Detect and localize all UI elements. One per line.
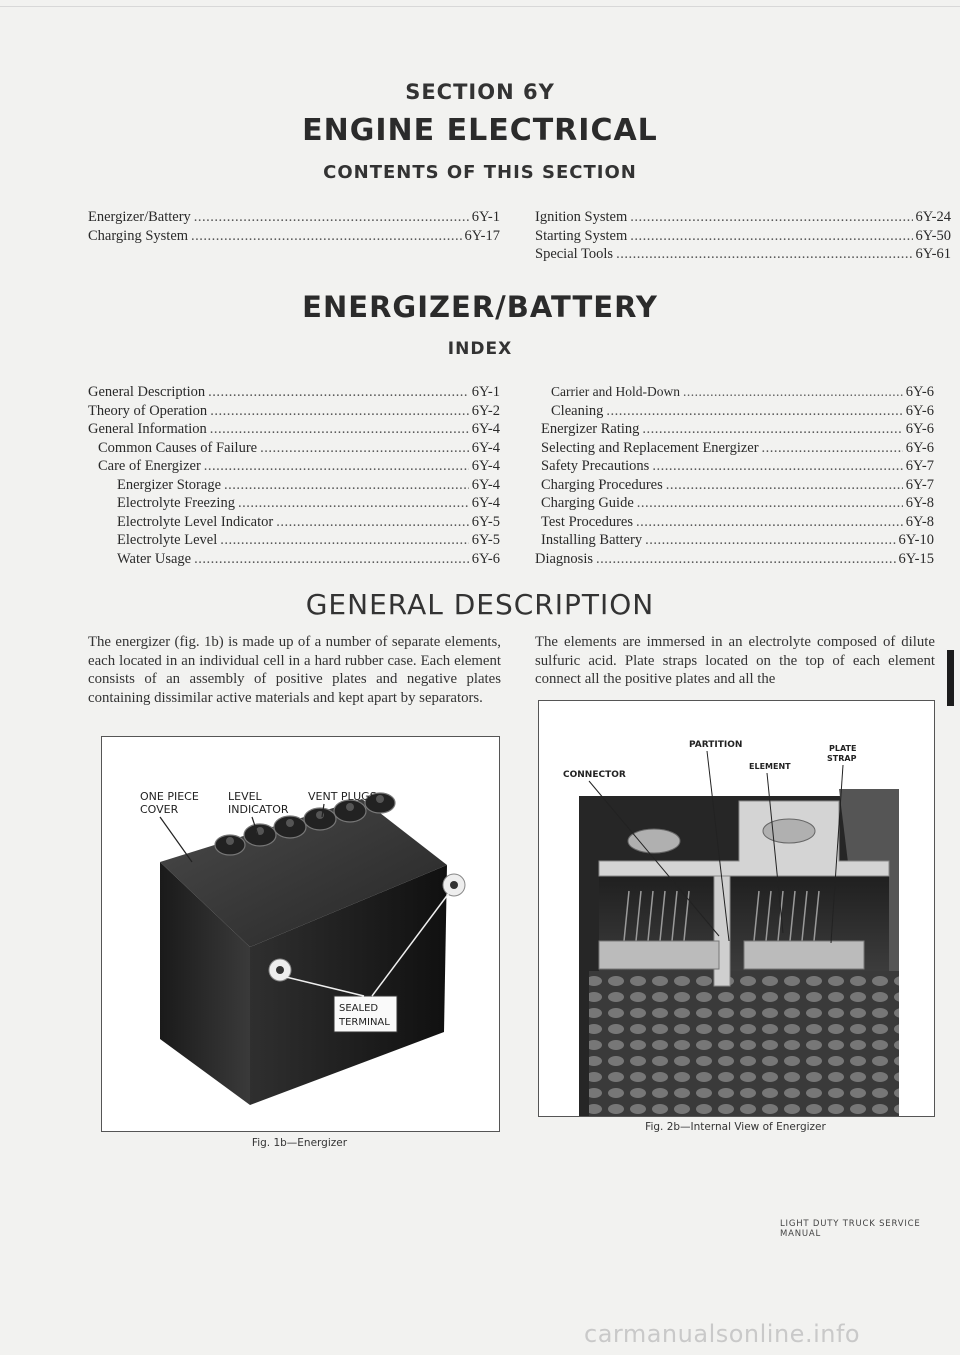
index-entry[interactable]: Energizer Storage ..... 6Y-4 — [88, 476, 500, 495]
index-entry[interactable]: Common Causes of Failure ..... 6Y-4 — [88, 439, 500, 458]
internal-view-illustration — [539, 701, 934, 1116]
index-entry[interactable]: Theory of Operation ..... 6Y-2 — [88, 402, 500, 421]
plate-strap-right — [744, 941, 864, 969]
index-left — [88, 383, 500, 568]
label-level: LEVEL — [228, 790, 262, 803]
body-paragraph-left: The energizer (fig. 1b) is made up of a number of separate elements, each located in an individual cell in a hard rubber case. Each element consists of an assembly of positive plates and negative plates containing dissimilar active materials and kept apart by separators. — [88, 634, 501, 706]
index-entry[interactable]: Cleaning ..... 6Y-6 — [535, 402, 934, 421]
label-connector: CONNECTOR — [563, 770, 626, 780]
top-rule — [0, 6, 960, 7]
index-entry[interactable]: Electrolyte Freezing ..... 6Y-4 — [88, 494, 500, 513]
battery-illustration — [102, 737, 499, 1131]
index-entry[interactable]: Electrolyte Level ..... 6Y-5 — [88, 531, 500, 550]
body-paragraph-right: The elements are immersed in an electrolyte composed of dilute sulfuric acid. Plate straps located on the top of each element connect all the positive plates and all the — [535, 634, 935, 687]
index-entry[interactable]: General Description ..... 6Y-1 — [88, 383, 500, 402]
label-cover: COVER — [140, 803, 179, 816]
toc-entry[interactable]: Charging System ..... 6Y-17 — [88, 227, 500, 246]
leader-cover — [160, 817, 192, 862]
toc-entry[interactable]: Ignition System ..... 6Y-24 — [535, 208, 951, 227]
vent-well-right — [763, 819, 815, 843]
figure-internal-view — [538, 700, 935, 1117]
index-entry[interactable]: Test Procedures ..... 6Y-8 — [535, 513, 934, 532]
label-plate: PLATE — [829, 744, 857, 753]
label-partition: PARTITION — [689, 740, 743, 750]
index-entry[interactable]: Carrier and Hold-Down ..... 6Y-6 — [535, 383, 934, 402]
watermark[interactable]: carmanualsonline.info — [584, 1320, 861, 1348]
index-entry[interactable]: Installing Battery ..... 6Y-10 — [535, 531, 934, 550]
label-sealed: SEALED — [339, 1003, 379, 1014]
index-entry[interactable]: Diagnosis ..... 6Y-15 — [535, 550, 934, 569]
edge-mark — [947, 650, 954, 706]
index-heading: INDEX — [447, 339, 513, 359]
index-entry[interactable]: Care of Energizer ..... 6Y-4 — [88, 457, 500, 476]
section-number: SECTION 6Y — [405, 80, 555, 104]
vent-well-left — [628, 829, 680, 853]
index-entry[interactable]: Charging Guide ..... 6Y-8 — [535, 494, 934, 513]
cell-plates — [589, 971, 899, 1116]
index-right — [535, 383, 934, 568]
section-title: ENGINE ELECTRICAL — [302, 113, 658, 148]
index-entry[interactable]: Electrolyte Level Indicator ..... 6Y-5 — [88, 513, 500, 532]
figure-energizer — [101, 736, 500, 1132]
general-description-heading: GENERAL DESCRIPTION — [305, 588, 655, 621]
figure-2b-caption: Fig. 2b—Internal View of Energizer — [645, 1121, 826, 1133]
plate-strap-left — [599, 941, 719, 969]
contents-left — [88, 208, 500, 245]
label-terminal: TERMINAL — [339, 1017, 390, 1028]
index-entry[interactable]: General Information ..... 6Y-4 — [88, 420, 500, 439]
subsection-title: ENERGIZER/BATTERY — [302, 290, 658, 324]
label-indicator: INDICATOR — [228, 803, 289, 816]
index-entry[interactable]: Energizer Rating ..... 6Y-6 — [535, 420, 934, 439]
index-entry[interactable]: Water Usage ..... 6Y-6 — [88, 550, 500, 569]
toc-entry[interactable]: Starting System ..... 6Y-50 — [535, 227, 951, 246]
contents-heading: CONTENTS OF THIS SECTION — [323, 162, 637, 183]
label-vent-plugs: VENT PLUGS — [308, 790, 377, 803]
toc-entry[interactable]: Special Tools ..... 6Y-61 — [535, 245, 951, 264]
index-entry[interactable]: Charging Procedures ..... 6Y-7 — [535, 476, 934, 495]
index-entry[interactable]: Safety Precautions ..... 6Y-7 — [535, 457, 934, 476]
label-element: ELEMENT — [749, 762, 791, 771]
index-entry[interactable]: Selecting and Replacement Energizer ..... 6Y-6 — [535, 439, 934, 458]
toc-entry[interactable]: Energizer/Battery ..... 6Y-1 — [88, 208, 500, 227]
label-strap: STRAP — [827, 754, 857, 763]
figure-1b-caption: Fig. 1b—Energizer — [251, 1137, 348, 1149]
contents-right — [535, 208, 951, 264]
footer-manual-title: LIGHT DUTY TRUCK SERVICE MANUAL — [780, 1219, 921, 1239]
label-one-piece: ONE PIECE — [140, 790, 199, 803]
